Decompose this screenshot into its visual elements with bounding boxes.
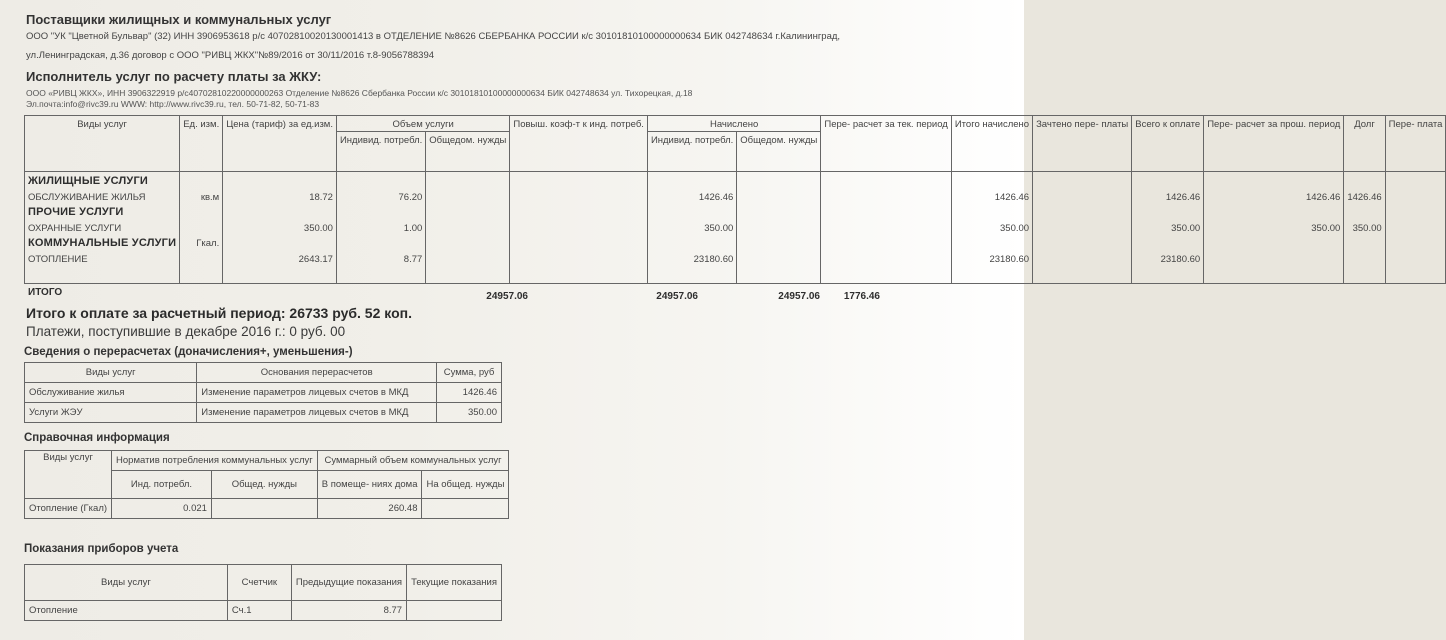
charged-cell: 350.00 <box>704 222 734 234</box>
total-cell: 350.00 <box>1000 222 1030 234</box>
charged-cell: 1426.46 <box>698 191 734 203</box>
itogo-recalc-prev: 1776.46 <box>843 291 880 302</box>
price-cell: 2643.17 <box>298 253 333 265</box>
recalc-header-sum: Сумма, руб <box>437 363 502 383</box>
to-pay-cell: 23180.60 <box>1160 253 1201 265</box>
unit-cell: Гкал. <box>196 238 220 249</box>
reference-title: Справочная информация <box>24 432 170 444</box>
header-unit: Ед. изм. <box>180 116 223 172</box>
recalc-title: Сведения о перерасчетах (доначисления+, уменьшения-) <box>24 346 353 358</box>
supplier-line-1: ООО "УК "Цветной Бульвар" (32) ИНН 3906953618 р/с 40702810020130001413 в ОТДЕЛЕНИЕ №8626 СБЕРБАНКА РОССИИ к/с 30101810100000000634 БИК 042748634 г.Калининград, <box>26 31 841 42</box>
ref-header-ind: Инд. потребл. <box>112 471 212 499</box>
meter-curr <box>407 601 502 621</box>
itogo-label: ИТОГО <box>28 287 63 298</box>
price-cell: 350.00 <box>303 222 333 234</box>
volume-cell: 8.77 <box>403 253 423 265</box>
reference-table <box>24 450 509 519</box>
recalc-service: Обслуживание жилья <box>25 383 197 403</box>
to-pay-cell: 1426.46 <box>1165 191 1201 203</box>
ref-header-common2: На общед. нужды <box>422 471 509 499</box>
header-to-pay: Всего к оплате <box>1132 116 1204 172</box>
volume-cell: 76.20 <box>398 191 423 203</box>
recalc-header-service: Виды услуг <box>25 363 197 383</box>
header-paid: Зачтено пере- платы <box>1033 116 1132 172</box>
header-ch-ind: Индивид. потребл. <box>647 132 736 172</box>
table-row <box>25 383 502 403</box>
debt-cell: 1426.46 <box>1347 191 1382 203</box>
total-to-pay: Итого к оплате за расчетный период: 26733 руб. 52 коп. <box>26 305 412 321</box>
header-price: Цена (тариф) за ед.изм. <box>223 116 337 172</box>
header-recalc: Пере- расчет за тек. период <box>821 116 951 172</box>
recalc-prev-cell: 350.00 <box>1311 222 1341 234</box>
header-vol-ind: Индивид. потребл. <box>336 132 425 172</box>
meters-header-curr: Текущие показания <box>407 565 502 601</box>
recalc-service: Услуги ЖЭУ <box>25 403 197 423</box>
header-ch-common: Общедом. нужды <box>737 132 821 172</box>
meters-header-service: Виды услуг <box>25 565 228 601</box>
meters-title: Показания приборов учета <box>24 543 179 555</box>
ref-common2 <box>422 499 509 519</box>
ref-common <box>211 499 317 519</box>
supplier-line-2: ул.Ленинградская, д.36 договор с ООО "РИВЦ ЖКХ"№89/2016 от 30/11/2016 т.8-9056788394 <box>26 50 435 61</box>
debt-cell: 350.00 <box>1352 222 1382 234</box>
ref-header-total: Суммарный объем коммунальных услуг <box>317 451 509 471</box>
ref-service: Отопление (Гкал) <box>25 499 112 519</box>
group-title-communal: КОММУНАЛЬНЫЕ УСЛУГИ <box>28 237 177 249</box>
table-row <box>25 403 502 423</box>
executor-title: Исполнитель услуг по расчету платы за ЖКУ: <box>26 69 322 84</box>
charges-table <box>24 115 1446 284</box>
group-title-housing: ЖИЛИЩНЫЕ УСЛУГИ <box>28 175 149 187</box>
header-coef: Повыш. коэф-т к инд. потреб. <box>510 116 648 172</box>
to-pay-cell: 350.00 <box>1171 222 1201 234</box>
meter-id: Сч.1 <box>227 601 291 621</box>
ref-header-premises: В помеще- ниях дома <box>317 471 422 499</box>
group-title-other: ПРОЧИЕ УСЛУГИ <box>28 206 124 218</box>
header-vol-common: Общедом. нужды <box>426 132 510 172</box>
ref-header-common: Общед. нужды <box>211 471 317 499</box>
service-name: ОХРАННЫЕ УСЛУГИ <box>28 222 122 234</box>
table-row <box>25 499 509 519</box>
table-row <box>25 601 502 621</box>
executor-line-1: ООО «РИВЦ ЖКХ», ИНН 3906322919 р/с40702810220000000263 Отделение №8626 Сбербанка России к/с 30101810100000000634 БИК 042748634 ул. Тихорецкая, д.18 <box>26 88 693 98</box>
itogo-total: 24957.06 <box>656 291 698 302</box>
recalc-table <box>24 362 502 423</box>
header-service: Виды услуг <box>25 116 180 172</box>
header-charged: Начислено <box>647 116 820 132</box>
meters-table <box>24 564 502 621</box>
recalc-header-basis: Основания перерасчетов <box>197 363 437 383</box>
meters-header-prev: Предыдущие показания <box>291 565 406 601</box>
header-volume: Объем услуги <box>336 116 509 132</box>
service-name: ОТОПЛЕНИЕ <box>28 253 88 265</box>
executor-line-2: Эл.почта:info@rivc39.ru WWW: http://www.rivc39.ru, тел. 50-71-82, 50-71-83 <box>26 99 320 109</box>
itogo-to-pay: 24957.06 <box>778 291 820 302</box>
charged-cell: 23180.60 <box>693 253 734 265</box>
total-cell: 23180.60 <box>989 253 1030 265</box>
recalc-header-row <box>25 363 502 383</box>
volume-cell: 1.00 <box>403 222 423 234</box>
header-total-charged: Итого начислено <box>951 116 1032 172</box>
header-overpay: Пере- плата <box>1385 116 1446 172</box>
recalc-sum: 350.00 <box>437 403 502 423</box>
ref-header-norm: Норматив потребления коммунальных услуг <box>112 451 318 471</box>
unit-cell: кв.м <box>200 191 220 203</box>
ref-ind: 0.021 <box>112 499 212 519</box>
recalc-basis: Изменение параметров лицевых счетов в МКД <box>197 403 437 423</box>
recalc-sum: 1426.46 <box>437 383 502 403</box>
charges-body-row <box>25 172 1446 284</box>
meter-prev: 8.77 <box>291 601 406 621</box>
meters-header-meter: Счетчик <box>227 565 291 601</box>
recalc-basis: Изменение параметров лицевых счетов в МКД <box>197 383 437 403</box>
price-cell: 18.72 <box>309 191 333 203</box>
suppliers-title: Поставщики жилищных и коммунальных услуг <box>26 12 332 27</box>
ref-premises: 260.48 <box>317 499 422 519</box>
header-debt: Долг <box>1344 116 1385 172</box>
ref-header-service: Виды услуг <box>25 451 112 499</box>
itogo-charged: 24957.06 <box>486 291 528 302</box>
header-recalc-prev: Пере- расчет за прош. период <box>1204 116 1344 172</box>
total-cell: 1426.46 <box>994 191 1030 203</box>
service-name: ОБСЛУЖИВАНИЕ ЖИЛЬЯ <box>28 191 146 203</box>
recalc-prev-cell: 1426.46 <box>1305 191 1341 203</box>
meter-service: Отопление <box>25 601 228 621</box>
payments-received: Платежи, поступившие в декабре 2016 г.: 0 руб. 00 <box>26 324 346 339</box>
